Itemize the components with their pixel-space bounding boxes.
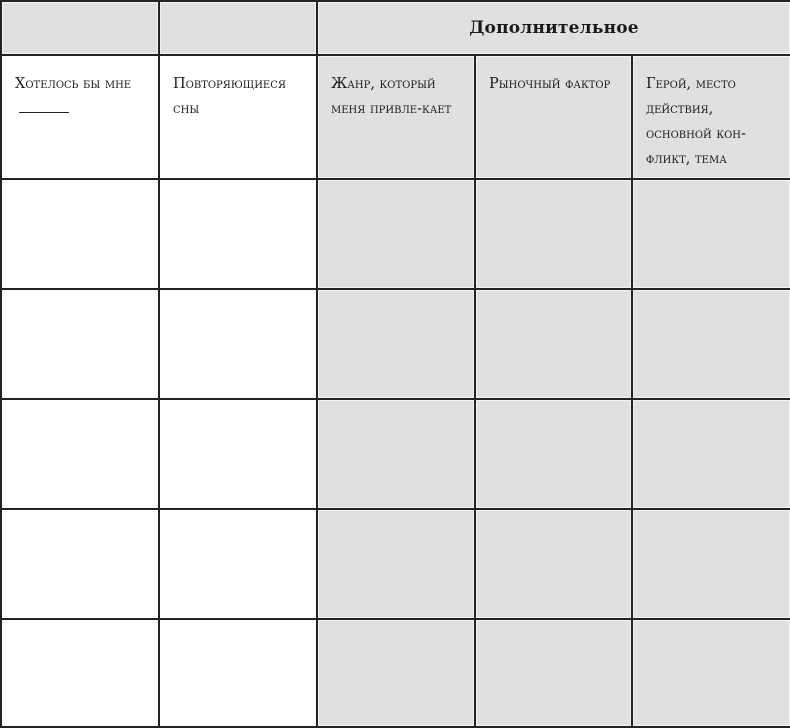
table-cell[interactable] [159, 509, 317, 619]
column-header-market-label: Рыночный фактор [489, 76, 611, 92]
table-cell[interactable] [632, 619, 790, 727]
table-cell[interactable] [1, 399, 159, 509]
table-cell[interactable] [475, 179, 632, 289]
table-cell[interactable] [632, 289, 790, 399]
column-header-market [475, 55, 632, 179]
column-header-hero [632, 55, 790, 179]
table-row [1, 619, 790, 727]
column-header-dreams [159, 55, 317, 179]
table-cell[interactable] [317, 619, 475, 727]
table-cell[interactable] [475, 399, 632, 509]
group-header-empty-2 [159, 1, 317, 55]
table-cell[interactable] [632, 509, 790, 619]
table-cell[interactable] [159, 619, 317, 727]
table-cell[interactable] [1, 619, 159, 727]
table-cell[interactable] [159, 179, 317, 289]
fill-in-blank [19, 98, 69, 113]
table-cell[interactable] [632, 179, 790, 289]
table-cell[interactable] [317, 399, 475, 509]
table-row [1, 509, 790, 619]
column-header-hero-label: Герой, место действия, основной кон-фликт, тема [646, 76, 746, 167]
table-cell[interactable] [317, 509, 475, 619]
column-header-row [1, 55, 790, 179]
group-header-additional: Дополнительное [317, 1, 790, 55]
table-cell[interactable] [317, 289, 475, 399]
column-header-wish [1, 55, 159, 179]
table-row [1, 399, 790, 509]
column-header-genre-label: Жанр, который меня привле-кает [331, 76, 452, 117]
group-header-row [1, 1, 790, 55]
table-cell[interactable] [1, 179, 159, 289]
group-header-empty-1 [1, 1, 159, 55]
table-cell[interactable] [159, 289, 317, 399]
table-cell[interactable] [475, 619, 632, 727]
table-cell[interactable] [632, 399, 790, 509]
column-header-wish-label: Хотелось бы мне [15, 76, 132, 92]
table-cell[interactable] [475, 509, 632, 619]
column-header-genre [317, 55, 475, 179]
table-cell[interactable] [159, 399, 317, 509]
table-row [1, 289, 790, 399]
table-row [1, 179, 790, 289]
table-cell[interactable] [317, 179, 475, 289]
table-cell[interactable] [1, 509, 159, 619]
table-cell[interactable] [475, 289, 632, 399]
table-cell[interactable] [1, 289, 159, 399]
column-header-dreams-label: Повторяющиеся сны [173, 76, 286, 117]
